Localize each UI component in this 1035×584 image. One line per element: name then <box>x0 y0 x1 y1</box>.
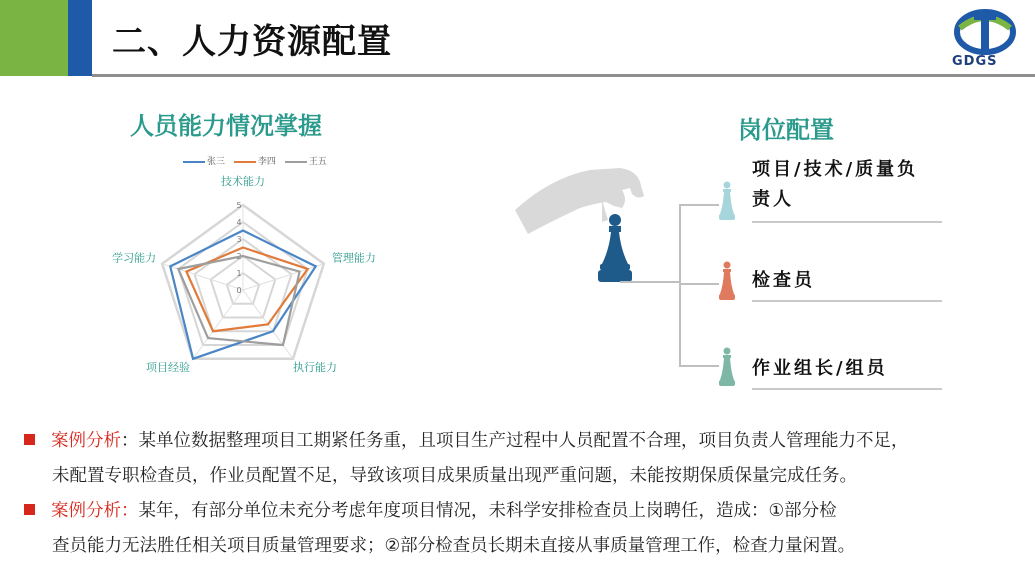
role-underline <box>752 388 942 390</box>
radar-section-title: 人员能力情况掌握 <box>130 112 322 140</box>
role-label: 检查员 <box>752 270 815 291</box>
logo-text: GDGS <box>952 54 998 69</box>
radar-tick-label: 4 <box>236 218 242 227</box>
chess-piece-icon <box>717 260 737 302</box>
radar-axis-label: 学习能力 <box>112 251 157 265</box>
case-lead: 案例分析： <box>51 501 139 521</box>
chart-legend <box>183 154 333 167</box>
radar-tick-label: 0 <box>236 286 242 295</box>
case-text: ：某单位数据整理项目工期紧任务重，且项目生产过程中人员配置不合理，项目负责人管理能力不足， <box>121 431 909 451</box>
radar-axis-label: 技术能力 <box>221 175 265 188</box>
bullet-icon <box>24 434 35 445</box>
header-blue-bar <box>68 0 92 76</box>
hand-holding-chess-queen-icon <box>510 160 660 290</box>
role-label-line: 项目/技术/质量负 <box>752 159 919 180</box>
header-divider <box>92 74 1035 77</box>
role-label <box>752 155 962 215</box>
case-lead: 案例分析 <box>51 431 121 451</box>
connector-line <box>679 204 681 367</box>
legend-item <box>183 154 225 167</box>
legend-label: 张三 <box>207 157 226 167</box>
header-green-bar <box>0 0 68 76</box>
legend-swatch <box>285 161 307 163</box>
radar-tick-label: 2 <box>236 252 242 261</box>
connector-line <box>679 283 719 285</box>
case-analysis-2 <box>24 494 1029 564</box>
radar-tick-label: 1 <box>236 269 242 278</box>
chess-piece-icon <box>717 180 737 222</box>
radar-axis-label: 项目经验 <box>146 360 191 374</box>
legend-label: 李四 <box>257 157 276 167</box>
role-label: 作业组长/组员 <box>752 358 888 379</box>
legend-item <box>234 154 276 167</box>
case-text: 查员能力无法胜任相关项目质量管理要求；②部分检查员长期未直接从事质量管理工作，检查力量闲置。 <box>52 536 856 556</box>
chess-piece-icon <box>717 346 737 388</box>
radar-axis-label: 执行能力 <box>292 360 337 374</box>
legend-item <box>285 154 327 167</box>
connector-line <box>679 204 719 206</box>
role-underline <box>752 221 942 223</box>
radar-axis-label: 管理能力 <box>331 251 376 265</box>
legend-swatch <box>234 161 256 163</box>
radar-tick-label: 3 <box>236 235 242 244</box>
connector-line <box>620 281 680 283</box>
role-label-line: 责人 <box>752 189 794 210</box>
radar-tick-label: 5 <box>236 201 242 210</box>
case-text: 未配置专职检查员，作业员配置不足，导致该项目成果质量出现严重问题，未能按期保质保量完成任务。 <box>52 466 857 486</box>
role-underline <box>752 300 942 302</box>
case-analysis-1 <box>24 424 1029 494</box>
bullet-icon <box>24 504 35 515</box>
radar-chart <box>100 170 400 390</box>
legend-label: 王五 <box>308 157 327 167</box>
legend-swatch <box>183 161 205 163</box>
slide-title: 二、人力资源配置 <box>112 22 392 62</box>
case-text: 某年，有部分单位未充分考虑年度项目情况，未科学安排检查员上岗聘任，造成：①部分检 <box>138 501 837 521</box>
role-section-title: 岗位配置 <box>738 116 834 144</box>
connector-line <box>679 365 719 367</box>
